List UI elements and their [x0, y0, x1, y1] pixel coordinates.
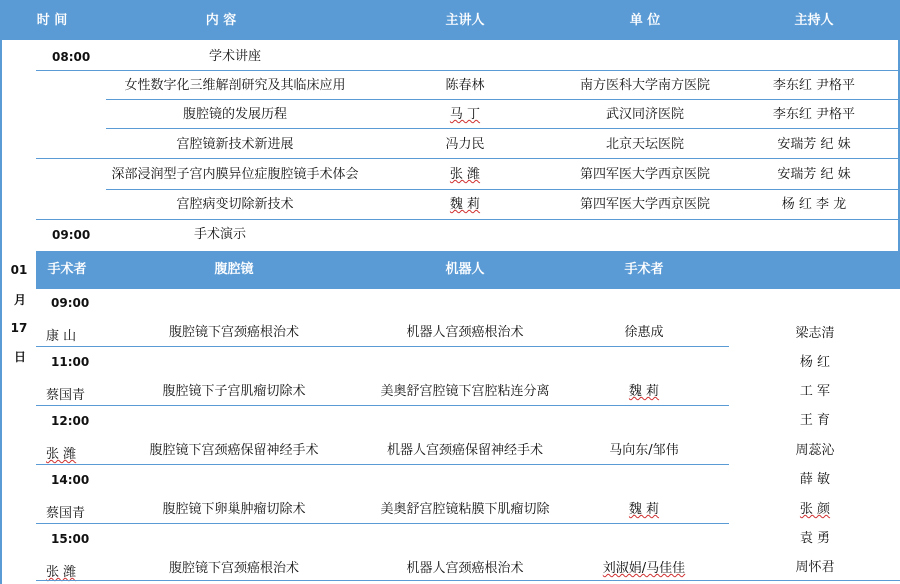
divider: [106, 99, 900, 100]
divider: [36, 405, 729, 406]
lecture-topic: 宫腔病变切除新技术: [176, 197, 294, 212]
demo-host: 杨 红: [799, 355, 831, 370]
divider: [106, 128, 900, 129]
lecture-speaker: 冯力民: [445, 137, 485, 152]
lecture-speaker: 陈春林: [445, 78, 485, 93]
surgery-surgeon2: 刘淑娟/马佳佳: [602, 561, 686, 576]
divider: [36, 464, 729, 465]
surgery-robot: 机器人宫颈癌保留神经手术: [386, 443, 544, 458]
surgery-robot: 美奥舒宫腔镜下宫腔粘连分离: [380, 384, 550, 399]
surgery-time: 11:00: [51, 355, 90, 369]
subheader-robot: 机器人: [445, 262, 485, 277]
surgery-header: [36, 251, 900, 289]
demo-host: 周蕊沁: [795, 443, 835, 458]
date-day: 日: [13, 350, 27, 364]
surgery-surgeon: 蔡国青: [46, 388, 86, 403]
header-content: 内 容: [205, 13, 237, 28]
surgery-surgeon: 康 山: [46, 329, 77, 344]
surgery-time: 15:00: [51, 532, 90, 546]
surgery-surgeon2: 徐惠成: [624, 325, 664, 340]
divider: [36, 219, 900, 220]
lecture-unit: 第四军医大学西京医院: [579, 197, 711, 212]
demo-host: 薛 敏: [799, 472, 831, 487]
divider: [36, 158, 900, 159]
demo-host: 梁志清: [795, 326, 835, 341]
header-host: 主持人: [794, 13, 834, 28]
date-month-num: 01: [10, 263, 28, 277]
surgery-surgeon2: 马向东/邹伟: [609, 443, 679, 458]
lecture-speaker: 魏 莉: [449, 197, 481, 212]
subheader-laparoscope: 腹腔镜: [214, 262, 254, 277]
lecture-speaker: 马 丁: [449, 107, 481, 122]
surgery-laparoscope: 腹腔镜下子宫肌瘤切除术: [162, 384, 306, 399]
header-unit: 单 位: [629, 13, 661, 28]
divider: [36, 70, 900, 71]
surgery-laparoscope: 腹腔镜下宫颈癌保留神经手术: [149, 443, 319, 458]
lecture-time: 08:00: [52, 50, 91, 64]
lecture-topic: 女性数字化三维解剖研究及其临床应用: [124, 78, 346, 93]
surgery-surgeon: 蔡国青: [46, 506, 86, 521]
lecture-speaker: 张 潍: [449, 167, 481, 182]
lecture-unit: 南方医科大学南方医院: [579, 78, 711, 93]
lecture-host: 李东红 尹格平: [772, 107, 856, 122]
lecture-host: 安瑞芳 纪 妹: [777, 167, 851, 182]
subheader-surgeon: 手术者: [47, 262, 87, 277]
surgery-time: 14:00: [51, 473, 90, 487]
header-speaker: 主讲人: [445, 13, 485, 28]
demo-host: 周怀君: [795, 560, 835, 575]
surgery-surgeon2: 魏 莉: [628, 502, 660, 517]
lecture-unit: 第四军医大学西京医院: [579, 167, 711, 182]
demo-time: 09:00: [52, 228, 91, 242]
divider: [36, 523, 729, 524]
surgery-laparoscope: 腹腔镜下卵巢肿瘤切除术: [162, 502, 306, 517]
lecture-topic: 深部浸润型子宫内膜异位症腹腔镜手术体会: [111, 167, 359, 182]
surgery-surgeon: 张 潍: [46, 447, 77, 462]
surgery-robot: 美奥舒宫腔镜粘膜下肌瘤切除: [380, 502, 550, 517]
demo-host: 袁 勇: [799, 531, 831, 546]
surgery-laparoscope: 腹腔镜下宫颈癌根治术: [168, 561, 300, 576]
surgery-robot: 机器人宫颈癌根治术: [406, 561, 524, 576]
left-border: [0, 40, 2, 584]
lecture-title: 学术讲座: [208, 49, 262, 64]
date-month: 月: [13, 293, 27, 307]
demo-host: 张 颜: [799, 502, 831, 517]
schedule-header: [0, 0, 900, 40]
surgery-time: 12:00: [51, 414, 90, 428]
lecture-host: 李东红 尹格平: [772, 78, 856, 93]
divider: [36, 580, 900, 581]
lecture-unit: 武汉同济医院: [605, 107, 685, 122]
lecture-host: 杨 红 李 龙: [781, 197, 847, 212]
lecture-topic: 宫腔镜新技术新进展: [176, 137, 294, 152]
demo-host: 工 军: [799, 384, 831, 399]
demo-title: 手术演示: [193, 227, 247, 242]
surgery-laparoscope: 腹腔镜下宫颈癌根治术: [168, 325, 300, 340]
header-time: 时 间: [36, 13, 68, 28]
demo-host: 王 育: [799, 413, 831, 428]
lecture-host: 安瑞芳 纪 妹: [777, 137, 851, 152]
surgery-surgeon: 张 潍: [46, 565, 77, 580]
surgery-robot: 机器人宫颈癌根治术: [406, 325, 524, 340]
date-day-num: 17: [10, 321, 28, 335]
surgery-time: 09:00: [51, 296, 90, 310]
divider: [106, 189, 900, 190]
surgery-surgeon2: 魏 莉: [628, 384, 660, 399]
lecture-topic: 腹腔镜的发展历程: [182, 107, 288, 122]
subheader-surgeon2: 手术者: [624, 262, 664, 277]
divider: [36, 346, 729, 347]
lecture-unit: 北京天坛医院: [605, 137, 685, 152]
